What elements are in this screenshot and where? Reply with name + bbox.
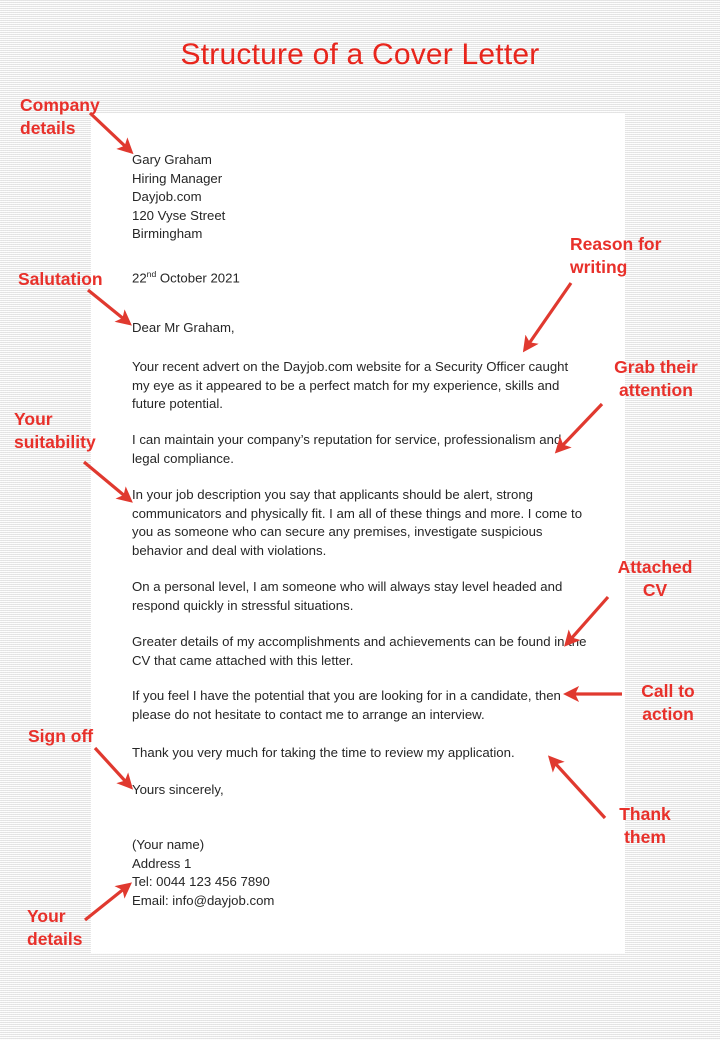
paragraph-thank-them: Thank you very much for taking the time to review my application. (132, 745, 515, 760)
annotation-call-to-action (625, 680, 711, 726)
annotation-your-details-line1: Your (27, 906, 66, 926)
cover-letter-page (91, 113, 625, 953)
paragraph-call-to-action: If you feel I have the potential that you are looking for in a candidate, then please do not hesitate to contact me to arrange an interview. (132, 688, 561, 722)
annotation-reason-for-writing-line1: Reason for (570, 234, 662, 254)
annotation-your-details (27, 905, 137, 951)
sign-off-text: Yours sincerely, (132, 782, 224, 797)
annotation-company-details-line1: Company (20, 95, 100, 115)
paragraph-grab-attention: I can maintain your company’s reputation for service, professionalism and legal compliance. (132, 432, 562, 466)
salutation-text: Dear Mr Graham, (132, 320, 235, 335)
annotation-company-details (20, 94, 130, 140)
company-details-line: Dayjob.com (132, 189, 202, 205)
annotation-your-suitability-line2: suitability (14, 432, 96, 452)
annotation-sign-off: Sign off (28, 726, 94, 746)
annotation-attached-cv-line1: Attached (617, 557, 693, 577)
annotation-reason-for-writing (570, 233, 710, 279)
annotation-your-suitability-line1: Your (14, 409, 53, 429)
company-details-line: 120 Vyse Street (132, 207, 226, 223)
date-rest: October 2021 (156, 270, 240, 286)
annotation-thank-them (600, 803, 690, 849)
your-details-line: (Your name) (132, 837, 205, 852)
annotation-grab-attention-line2: attention (619, 380, 693, 400)
annotation-attached-cv (603, 556, 707, 602)
annotation-attached-cv-line2: CV (642, 580, 668, 600)
company-details-line: Hiring Manager (132, 170, 223, 186)
annotation-your-suitability (14, 408, 134, 454)
company-details-line: Gary Graham (132, 152, 212, 167)
your-details-block (132, 836, 587, 910)
annotation-grab-attention-line1: Grab their (614, 357, 698, 377)
annotation-thank-them-line1: Thank (619, 804, 671, 824)
date-ordinal: nd (146, 269, 157, 279)
your-details-line: Address 1 (132, 855, 192, 871)
date-day: 22 (132, 270, 147, 286)
your-details-line: Email: info@dayjob.com (132, 892, 275, 908)
paragraph-suitability: In your job description you say that applicants should be alert, strong communicators and physically fit. I am all of these things and more. I come to you as someone who can secure any premises, investigate suspicious behavior and deal with violations. (132, 487, 583, 558)
paragraph-reason-for-writing: Your recent advert on the Dayjob.com website for a Security Officer caught my eye as it appeared to be a perfect match for my experience, skills and future potential. (132, 359, 569, 412)
company-details-block (132, 151, 587, 244)
annotation-your-details-line2: details (27, 929, 83, 949)
company-details-line: Birmingham (132, 226, 203, 242)
annotation-call-to-action-line2: action (642, 704, 694, 724)
annotation-reason-for-writing-line2: writing (570, 257, 628, 277)
annotation-thank-them-line2: them (624, 827, 666, 847)
paragraph-attached-cv: Greater details of my accomplishments and achievements can be found in the CV that came attached with this letter. (132, 634, 587, 668)
letter-date (132, 265, 587, 288)
annotation-company-details-line2: details (20, 118, 76, 138)
annotation-grab-attention (600, 356, 712, 402)
annotation-salutation: Salutation (18, 269, 103, 289)
annotation-call-to-action-line1: Call to (641, 681, 695, 701)
paragraph-personal-level: On a personal level, I am someone who will always stay level headed and respond quickly in stressful situations. (132, 579, 563, 613)
page-title: Structure of a Cover Letter (180, 38, 540, 71)
your-details-line: Tel: 0044 123 456 7890 (132, 874, 270, 890)
